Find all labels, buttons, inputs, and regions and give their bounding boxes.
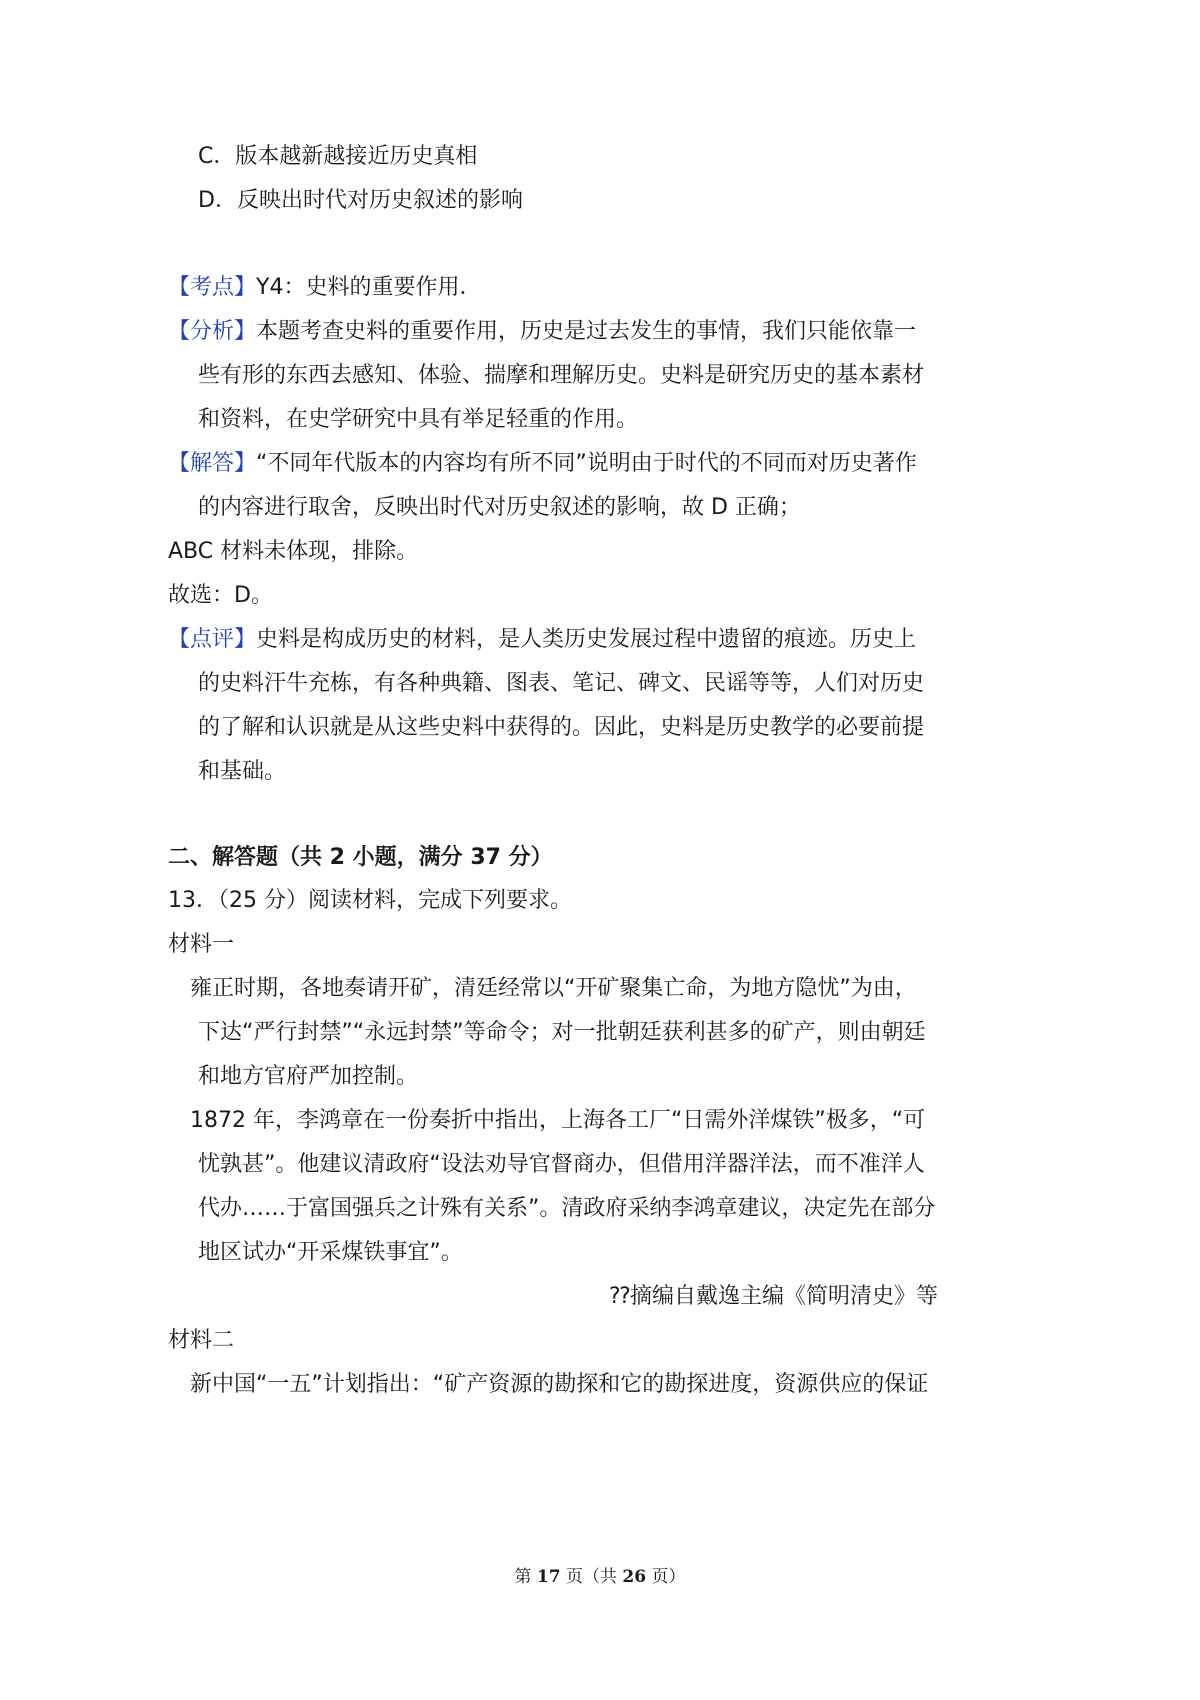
- section-heading-post: 分）: [500, 845, 553, 870]
- option-d: D．反映出时代对历史叙述的影响: [198, 188, 523, 213]
- kaodian-tag: 【考点】: [168, 275, 257, 300]
- jieda-text: “不同年代版本的内容均有所不同”说明由于时代的不同而对历史著作: [256, 451, 917, 476]
- section-heading: [168, 843, 553, 873]
- material-1-line-2: 下达“严行封禁”“永远封禁”等命令；对一批朝廷获利甚多的矿产，则由朝廷: [198, 1020, 926, 1045]
- material-1-line-4: 1872 年，李鸿章在一份奏折中指出，上海各工厂“日需外洋煤铁”极多，“可: [190, 1108, 926, 1133]
- kaodian-text: Y4：史料的重要作用．: [256, 275, 482, 300]
- footer-page-number: 17: [536, 1567, 561, 1587]
- kaodian-line: [168, 273, 481, 303]
- section-count: 2: [329, 845, 345, 870]
- material-1-line-3: 和地方官府严加控制。: [198, 1064, 419, 1089]
- section-score: 37: [470, 845, 501, 870]
- dianping-line-3: 的了解和认识就是从这些史料中获得的。因此，史料是历史教学的必要前提: [198, 715, 925, 740]
- jieda-line-2: 的内容进行取舍，反映出时代对历史叙述的影响，故 D 正确；: [198, 495, 801, 520]
- section-heading-pre: 二、解答题（共: [168, 845, 330, 870]
- dianping-line-2: 的史料汗牛充栋，有各种典籍、图表、笔记、碑文、民谣等等，人们对历史: [198, 671, 925, 696]
- jieda-line-1: [168, 449, 917, 479]
- material-1-title: 材料一: [168, 932, 235, 957]
- dianping-text: 史料是构成历史的材料，是人类历史发展过程中遗留的痕迹。历史上: [256, 627, 917, 652]
- jieda-abc: ABC 材料未体现，排除。: [168, 539, 419, 564]
- footer-mid: 页（共: [560, 1567, 623, 1587]
- material-2-line-1: 新中国“一五”计划指出：“矿产资源的勘探和它的勘探进度，资源供应的保证: [190, 1372, 929, 1397]
- fenxi-line-1: [168, 317, 916, 347]
- jieda-answer: 故选：D。: [168, 583, 273, 608]
- dianping-tag: 【点评】: [168, 627, 257, 652]
- dianping-line-1: [168, 625, 916, 655]
- material-1-line-7: 地区试办“开采煤铁事宜”。: [198, 1240, 463, 1265]
- jieda-tag: 【解答】: [168, 451, 257, 476]
- footer-total-pages: 26: [622, 1567, 647, 1587]
- option-c: C．版本越新越接近历史真相: [198, 144, 478, 169]
- footer-post: 页）: [646, 1567, 686, 1587]
- question-intro: 13．（25 分）阅读材料，完成下列要求。: [168, 888, 572, 913]
- material-2-title: 材料二: [168, 1328, 235, 1353]
- page-footer: [0, 1562, 1200, 1587]
- fenxi-text: 本题考查史料的重要作用，历史是过去发生的事情，我们只能依靠一: [256, 319, 917, 344]
- dianping-line-4: 和基础。: [198, 759, 287, 784]
- material-1-line-6: 代办……于富国强兵之计殊有关系”。清政府采纳李鸿章建议，决定先在部分: [198, 1196, 936, 1221]
- section-heading-mid: 小题，满分: [344, 845, 471, 870]
- footer-pre: 第: [514, 1567, 537, 1587]
- material-1-source: ⁇摘编自戴逸主编《简明清史》等: [609, 1284, 938, 1309]
- fenxi-tag: 【分析】: [168, 319, 257, 344]
- fenxi-line-3: 和资料，在史学研究中具有举足轻重的作用。: [198, 407, 639, 432]
- fenxi-line-2: 些有形的东西去感知、体验、揣摩和理解历史。史料是研究历史的基本素材: [198, 363, 925, 388]
- material-1-line-1: 雍正时期，各地奏请开矿，清廷经常以“开矿聚集亡命，为地方隐忧”为由，: [190, 976, 917, 1001]
- material-1-line-5: 忧孰甚”。他建议清政府“设法劝导官督商办，但借用洋器洋法，而不准洋人: [198, 1152, 925, 1177]
